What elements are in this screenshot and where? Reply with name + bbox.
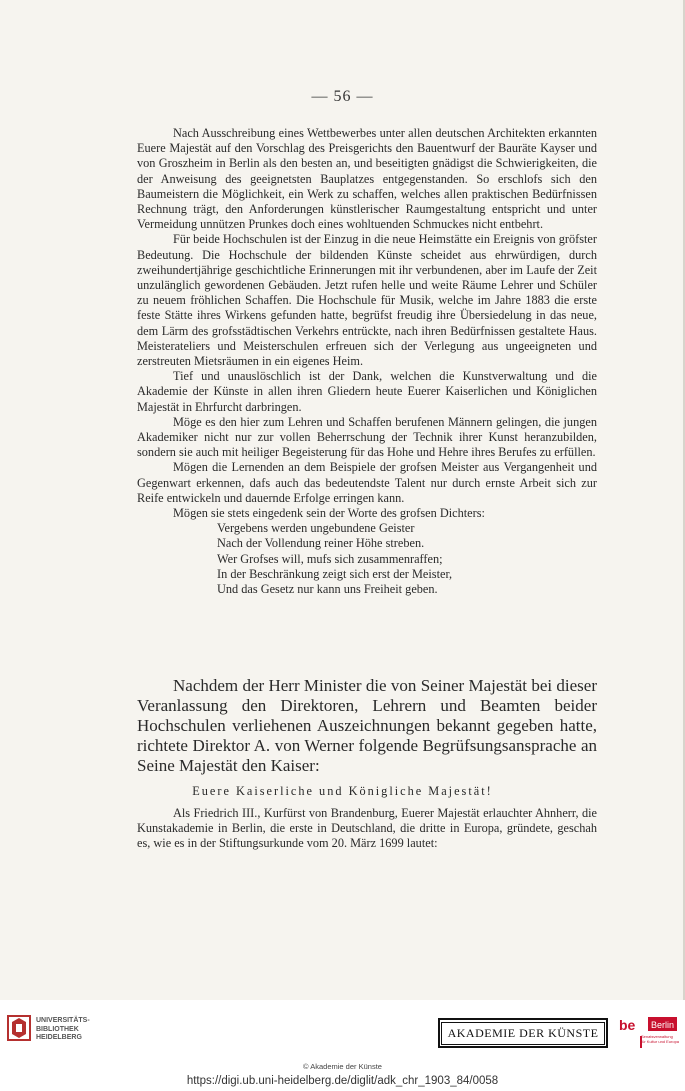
- poem-line: Vergebens werden ungebundene Geister: [217, 521, 415, 536]
- berlin-sub-label: Senatsverwaltung für Kultur und Europa: [641, 1034, 680, 1044]
- akademie-label: AKADEMIE DER KÜNSTE: [441, 1022, 606, 1045]
- university-library-name[interactable]: UNIVERSITÄTS- BIBLIOTHEK HEIDELBERG: [36, 1017, 90, 1041]
- closing-paragraph: [137, 806, 597, 852]
- paragraph-5: Mögen die Lernenden an dem Beispiele der grofsen Meister aus Vergangenheit und Gegenwart erkennen, dafs auch das bedeutendste Talent nur durch ernste Arbeit sich zur Reife entwickeln und dauernde Erfolge erringen kann.: [137, 460, 597, 505]
- closing-text: Als Friedrich III., Kurfürst von Brandenburg, Euerer Majestät erlauchter Ahnherr, die Kunstakademie in Berlin, die erste in Deutschland, die dritte in Europa, gründete, geschah es, wie es in der Stiftungsurkunde vom 20. März 1699 lautet:: [137, 806, 597, 851]
- paragraph-4: Möge es den hier zum Lehren und Schaffen berufenen Männern gelingen, die jungen Akademiker nicht nur zur vollen Beherrschung der Technik ihrer Kunst heranzubilden, sondern sie auch mit heiliger Begeisterung für das Hohe und Hehre ihres Berufes zu erfüllen.: [137, 414, 597, 460]
- intro-paragraph: [137, 676, 597, 776]
- poem-quote: [217, 521, 597, 597]
- intro-text: Nachdem der Herr Minister die von Seiner Majestät bei dieser Veranlassung den Direktoren, Lehrern und Beamten beider Hochschulen verliehenen Auszeichnungen bekannt gegeben hatte, richtete Direktor A. von Werner folgende Begrüfsungsansprache an Seine Majestät den Kaiser:: [137, 676, 597, 775]
- paragraph-3: Tief und unauslöschlich ist der Dank, welchen die Kunstverwaltung und die Akademie der Künste in allen ihren Gliedern heute Euerer Kaiserlichen und Königlichen Majestät in Ehrfurcht darbringen.: [137, 369, 597, 414]
- svg-text:Berlin: Berlin: [651, 1020, 675, 1030]
- university-seal-icon[interactable]: [6, 1012, 32, 1042]
- permalink-url[interactable]: https://digi.ub.uni-heidelberg.de/diglit/adk_chr_1903_84/0058: [186, 1075, 499, 1087]
- poem-line: Nach der Vollendung reiner Höhe streben.: [217, 536, 425, 551]
- paragraph-1: Nach Ausschreibung eines Wettbewerbes unter allen deutschen Architekten erkannten Euere Majestät auf den Vorschlag des Preisgerichts den Bauentwurf der Bauräte Kayser und von Groszheim in Berlin als den besten an, und beseitigten gnädigst die Schwierigkeiten, die der Anweisung des geeignetsten Bauplatzes entgegenstanden. So erschlofs sich den Baumeistern die Möglichkeit, ein Werk zu schaffen, welches allen praktischen Bedürfnissen Rechnung trägt, den Anforderungen künstlerischer Raumgestaltung entspricht und unter Vermeidung unnützen Prunkes doch eines wohltuenden Schmuckes nicht entbehrt.: [137, 126, 597, 232]
- page-number: — 56 —: [311, 88, 374, 105]
- akademie-logo[interactable]: [438, 1018, 608, 1048]
- poem-line: In der Beschränkung zeigt sich erst der Meister,: [217, 566, 453, 581]
- poem-line: Und das Gesetz nur kann uns Freiheit geben.: [217, 582, 438, 597]
- poem-line: Wer Grofses will, mufs sich zusammenraffen;: [217, 551, 443, 566]
- svg-text:be: be: [619, 1017, 636, 1033]
- body-text: [137, 126, 597, 597]
- be-berlin-logo-icon[interactable]: [618, 1016, 678, 1050]
- paragraph-6: Mögen sie stets eingedenk sein der Worte des grofsen Dichters:: [173, 506, 485, 521]
- paragraph-2: Für beide Hochschulen ist der Einzug in die neue Heimstätte ein Ereignis von gröfster Bedeutung. Die Hochschule der bildenden Künste scheidet aus ehrwürdigen, durch zweihundertjährige geschichtliche Erinnerungen mit ihr verbundenen, aber im Laufe der Zeit unzulänglich gewordenen Gebäuden. Jetzt rufen helle und weite Räume Lehrer und Schüler zu neuem fröhlichen Schaffen. Die Hochschule für Musik, welche im Jahre 1883 die erste feste Stätte ihres Wirkens gefunden hatte, begrüfst freudig ihre Übersiedelung in das neue, dem Lärm des grofsstädtischen Verkehrs entrückte, nach ihren Bedürfnissen gestaltete Haus. Meisterateliers und Meisterschulen erfreuen sich der Verlegung aus ungeeigneten und zerstreuten Mietsräumen in ein eigenes Heim.: [137, 232, 597, 369]
- address-heading: Euere Kaiserliche und Königliche Majestät!: [192, 784, 493, 798]
- copyright-notice: © Akademie der Künste: [303, 1062, 382, 1071]
- viewer-footer: [0, 1000, 685, 1091]
